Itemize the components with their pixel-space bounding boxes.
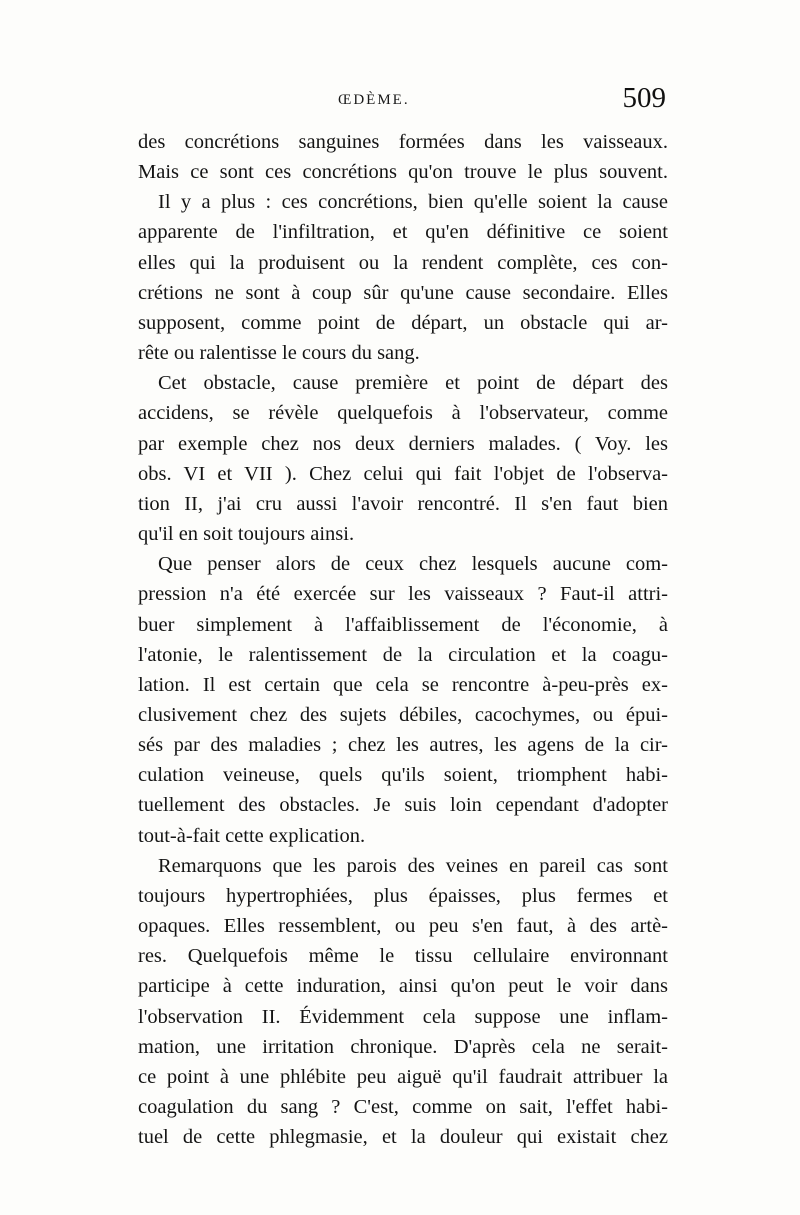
text-line: Mais ce sont ces concrétions qu'on trouve le plus souvent. [138, 161, 668, 184]
text-line: Il y a plus : ces concrétions, bien qu'elle soient la cause [158, 191, 668, 214]
text-line: res. Quelquefois même le tissu cellulaire environnant [138, 945, 668, 968]
text-line: Remarquons que les parois des veines en pareil cas sont [158, 854, 668, 877]
page-header [138, 82, 670, 122]
text-line: lation. Il est certain que cela se rencontre à-peu-près ex- [138, 673, 668, 696]
text-line: supposent, comme point de départ, un obstacle qui ar- [138, 311, 668, 334]
text-line: tion II, j'ai cru aussi l'avoir rencontré. Il s'en faut bien [138, 492, 668, 515]
text-line: elles qui la produisent ou la rendent complète, ces con- [138, 251, 668, 274]
text-line: tuel de cette phlegmasie, et la douleur qui existait chez [138, 1126, 668, 1149]
text-line: ce point à une phlébite peu aiguë qu'il faudrait attribuer la [138, 1065, 668, 1088]
text-line: sés par des maladies ; chez les autres, les agens de la cir- [138, 734, 668, 757]
text-line: opaques. Elles ressemblent, ou peu s'en faut, à des artè- [138, 915, 668, 938]
text-line: pression n'a été exercée sur les vaisseaux ? Faut-il attri- [138, 583, 668, 606]
running-head: ŒDÈME. [338, 92, 410, 108]
text-line: qu'il en soit toujours ainsi. [138, 523, 355, 546]
text-line: rête ou ralentisse le cours du sang. [138, 342, 420, 365]
text-line: crétions ne sont à coup sûr qu'une cause secondaire. Elles [138, 281, 668, 304]
text-line: mation, une irritation chronique. D'après cela ne serait- [138, 1035, 668, 1058]
text-line: apparente de l'infiltration, et qu'en définitive ce soient [138, 221, 668, 244]
text-line: coagulation du sang ? C'est, comme on sait, l'effet habi- [138, 1096, 668, 1118]
text-line: Que penser alors de ceux chez lesquels aucune com- [158, 553, 668, 576]
text-line: accidens, se révèle quelquefois à l'observateur, comme [138, 402, 668, 425]
text-line: des concrétions sanguines formées dans les vaisseaux. [138, 131, 668, 153]
text-line: obs. VI et VII ). Chez celui qui fait l'objet de l'observa- [138, 462, 668, 485]
text-line: tout-à-fait cette explication. [138, 824, 366, 847]
text-line: culation veineuse, quels qu'ils soient, triomphent habi- [138, 764, 668, 787]
text-line: participe à cette induration, ainsi qu'on peut le voir dans [138, 975, 668, 998]
text-line: buer simplement à l'affaiblissement de l'économie, à [138, 613, 668, 636]
text-line: toujours hypertrophiées, plus épaisses, plus fermes et [138, 884, 668, 907]
text-line: par exemple chez nos deux derniers malades. ( Voy. les [138, 432, 668, 455]
body-text [138, 127, 668, 1152]
text-line: Cet obstacle, cause première et point de départ des [158, 372, 668, 395]
text-line: l'observation II. Évidemment cela suppose une inflam- [138, 1005, 668, 1028]
page-number: 509 [622, 82, 666, 114]
text-line: clusivement chez des sujets débiles, cacochymes, ou épui- [138, 703, 668, 726]
text-line: l'atonie, le ralentissement de la circulation et la coagu- [138, 643, 668, 666]
text-line: tuellement des obstacles. Je suis loin cependant d'adopter [138, 794, 668, 817]
